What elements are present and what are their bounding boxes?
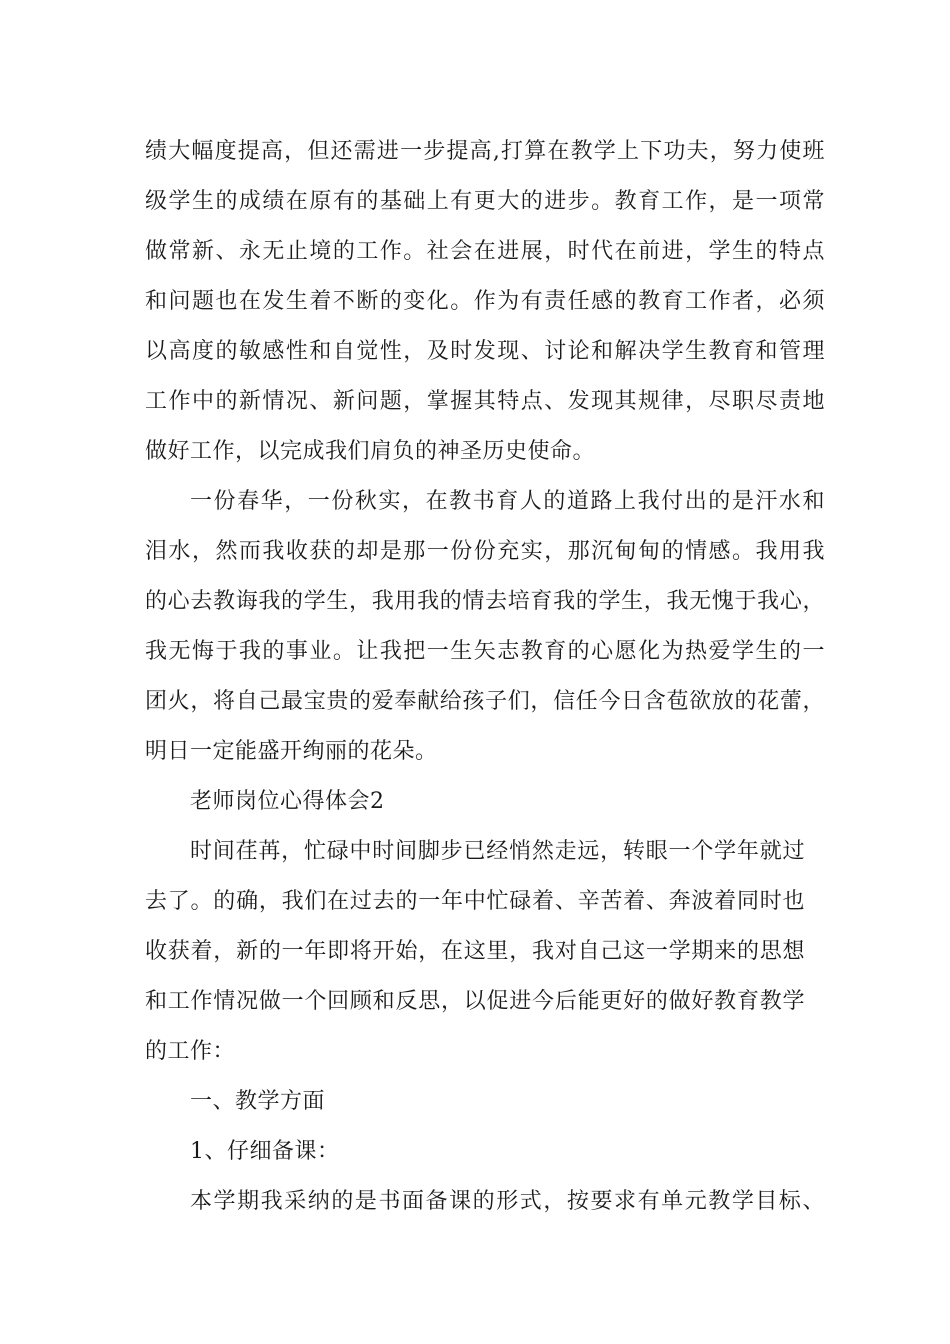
paragraph-4-line-1: 本学期我采纳的是书面备课的形式，按要求有单元教学目标、 <box>190 1189 825 1214</box>
paragraph-3-line-3: 收获着，新的一年即将开始，在这里，我对自己这一学期来的思想 <box>145 939 805 964</box>
paragraph-2-line-4: 我无悔于我的事业。让我把一生矢志教育的心愿化为热爱学生的一 <box>145 639 825 664</box>
paragraph-2-line-5: 团火，将自己最宝贵的爱奉献给孩子们，信任今日含苞欲放的花蕾， <box>145 689 825 714</box>
paragraph-1-line-1: 绩大幅度提高，但还需进一步提高,打算在教学上下功夫，努力使班 <box>145 139 825 164</box>
paragraph-3-line-5: 的工作： <box>145 1039 236 1064</box>
paragraph-3-line-4: 和工作情况做一个回顾和反思，以促进今后能更好的做好教育教学 <box>145 989 805 1014</box>
paragraph-1-line-7: 做好工作，以完成我们肩负的神圣历史使命。 <box>145 439 596 464</box>
item-1-heading: 1、仔细备课： <box>190 1139 340 1164</box>
paragraph-1-line-5: 以高度的敏感性和自觉性，及时发现、讨论和解决学生教育和管理 <box>145 339 825 364</box>
paragraph-1-line-3: 做常新、永无止境的工作。社会在进展，时代在前进，学生的特点 <box>145 239 825 264</box>
paragraph-1-line-2: 级学生的成绩在原有的基础上有更大的进步。教育工作，是一项常 <box>145 189 825 214</box>
paragraph-2-line-1: 一份春华，一份秋实，在教书育人的道路上我付出的是汗水和 <box>190 489 825 514</box>
paragraph-2-line-6: 明日一定能盛开绚丽的花朵。 <box>145 739 438 764</box>
paragraph-1-line-4: 和问题也在发生着不断的变化。作为有责任感的教育工作者，必须 <box>145 289 825 314</box>
section-title: 老师岗位心得体会2 <box>190 789 385 814</box>
paragraph-2-line-3: 的心去教诲我的学生，我用我的情去培育我的学生，我无愧于我心， <box>145 589 825 614</box>
paragraph-3-line-2: 去了。的确，我们在过去的一年中忙碌着、辛苦着、奔波着同时也 <box>145 889 805 914</box>
subheading-teaching: 一、教学方面 <box>190 1089 326 1114</box>
paragraph-3-line-1: 时间荏苒，忙碌中时间脚步已经悄然走远，转眼一个学年就过 <box>190 839 805 864</box>
paragraph-1-line-6: 工作中的新情况、新问题，掌握其特点、发现其规律，尽职尽责地 <box>145 389 825 414</box>
paragraph-2-line-2: 泪水，然而我收获的却是那一份份充实，那沉甸甸的情感。我用我 <box>145 539 825 564</box>
